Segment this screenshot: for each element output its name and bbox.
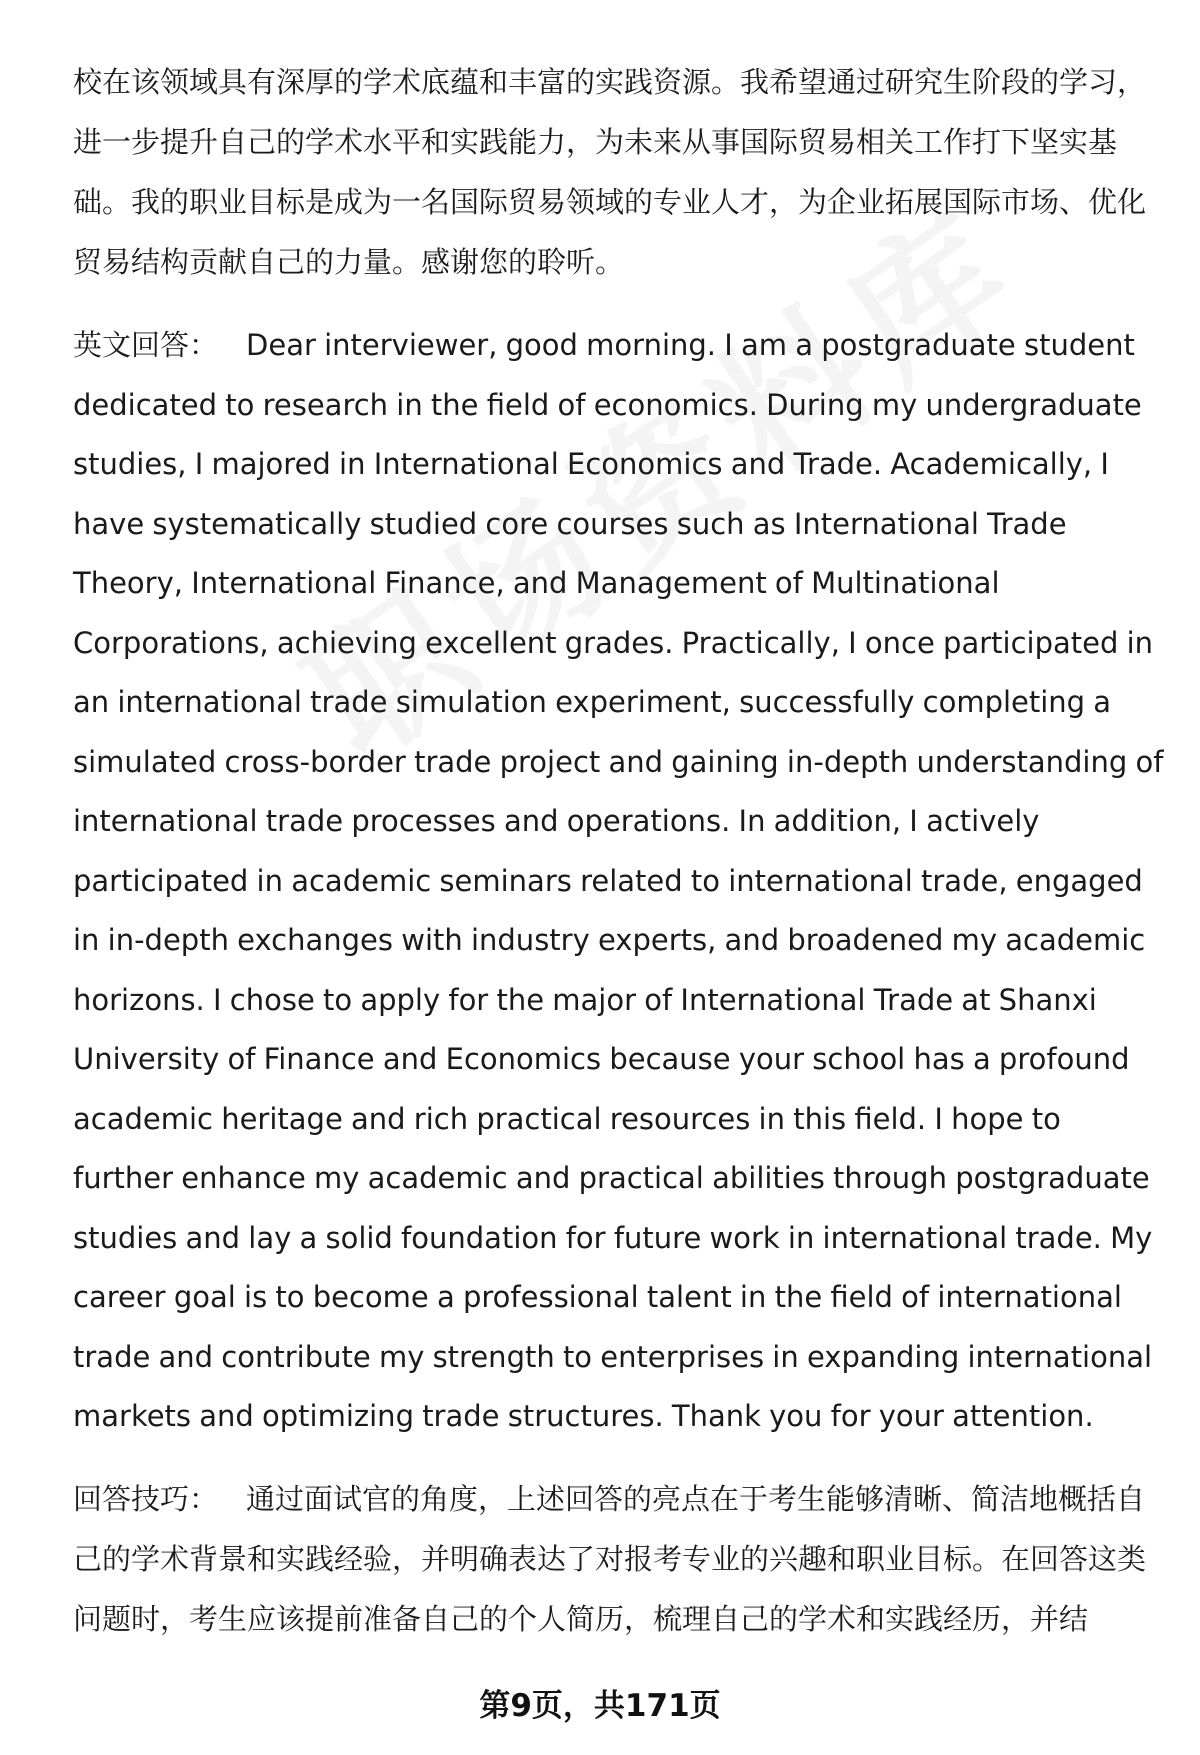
english-answer-paragraph [73,316,1168,1447]
continuation-paragraph [73,52,1168,292]
answer-tips-paragraph [73,1469,1168,1649]
answer-tips-text: 通过面试官的角度，上述回答的亮点在于考生能够清晰、简洁地概括自己的学术背景和实践经验，并明确表达了对报考专业的兴趣和职业目标。在回答这类问题时，考生应该提前准备自己的个人简历，梳理自己的学术和实践经历，并结 [73,1481,1147,1636]
english-answer-text: Dear interviewer, good morning. I am a postgraduate student dedicated to research in the field of economics. During my undergraduate studies, I majored in International Economics and Trade. Academically, I have systematically studied core courses such as International Trade Theory, International Finance, and Management of Multinational Corporations, achieving excellent grades. Practically, I once participated in an international trade simulation experiment, successfully completing a simulated cross-border trade project and gaining in-depth understanding of international trade processes and operations. In addition, I actively participated in academic seminars related to international trade, engaged in in-depth exchanges with industry experts, and broadened my academic horizons. I chose to apply for the major of International Trade at Shanxi University of Finance and Economics because your school has a profound academic heritage and rich practical resources in this field. I hope to further enhance my academic and practical abilities through postgraduate studies and lay a solid foundation for future work in international trade. My career goal is to become a professional talent in the field of international trade and contribute my strength to enterprises in expanding international markets and optimizing trade structures. Thank you for your attention. [73,328,1164,1433]
continuation-text: 校在该领域具有深厚的学术底蕴和丰富的实践资源。我希望通过研究生阶段的学习，进一步提升自己的学术水平和实践能力，为未来从事国际贸易相关工作打下坚实基础。我的职业目标是成为一名国际贸易领域的专业人才，为企业拓展国际市场、优化贸易结构贡献自己的力量。感谢您的聆听。 [73,65,1147,279]
page-number-footer: 第9页，共171页 [479,1688,721,1724]
answer-tips-label: 回答技巧： [73,1481,219,1516]
english-answer-label: 英文回答： [73,328,219,362]
document-body [73,52,1168,1649]
